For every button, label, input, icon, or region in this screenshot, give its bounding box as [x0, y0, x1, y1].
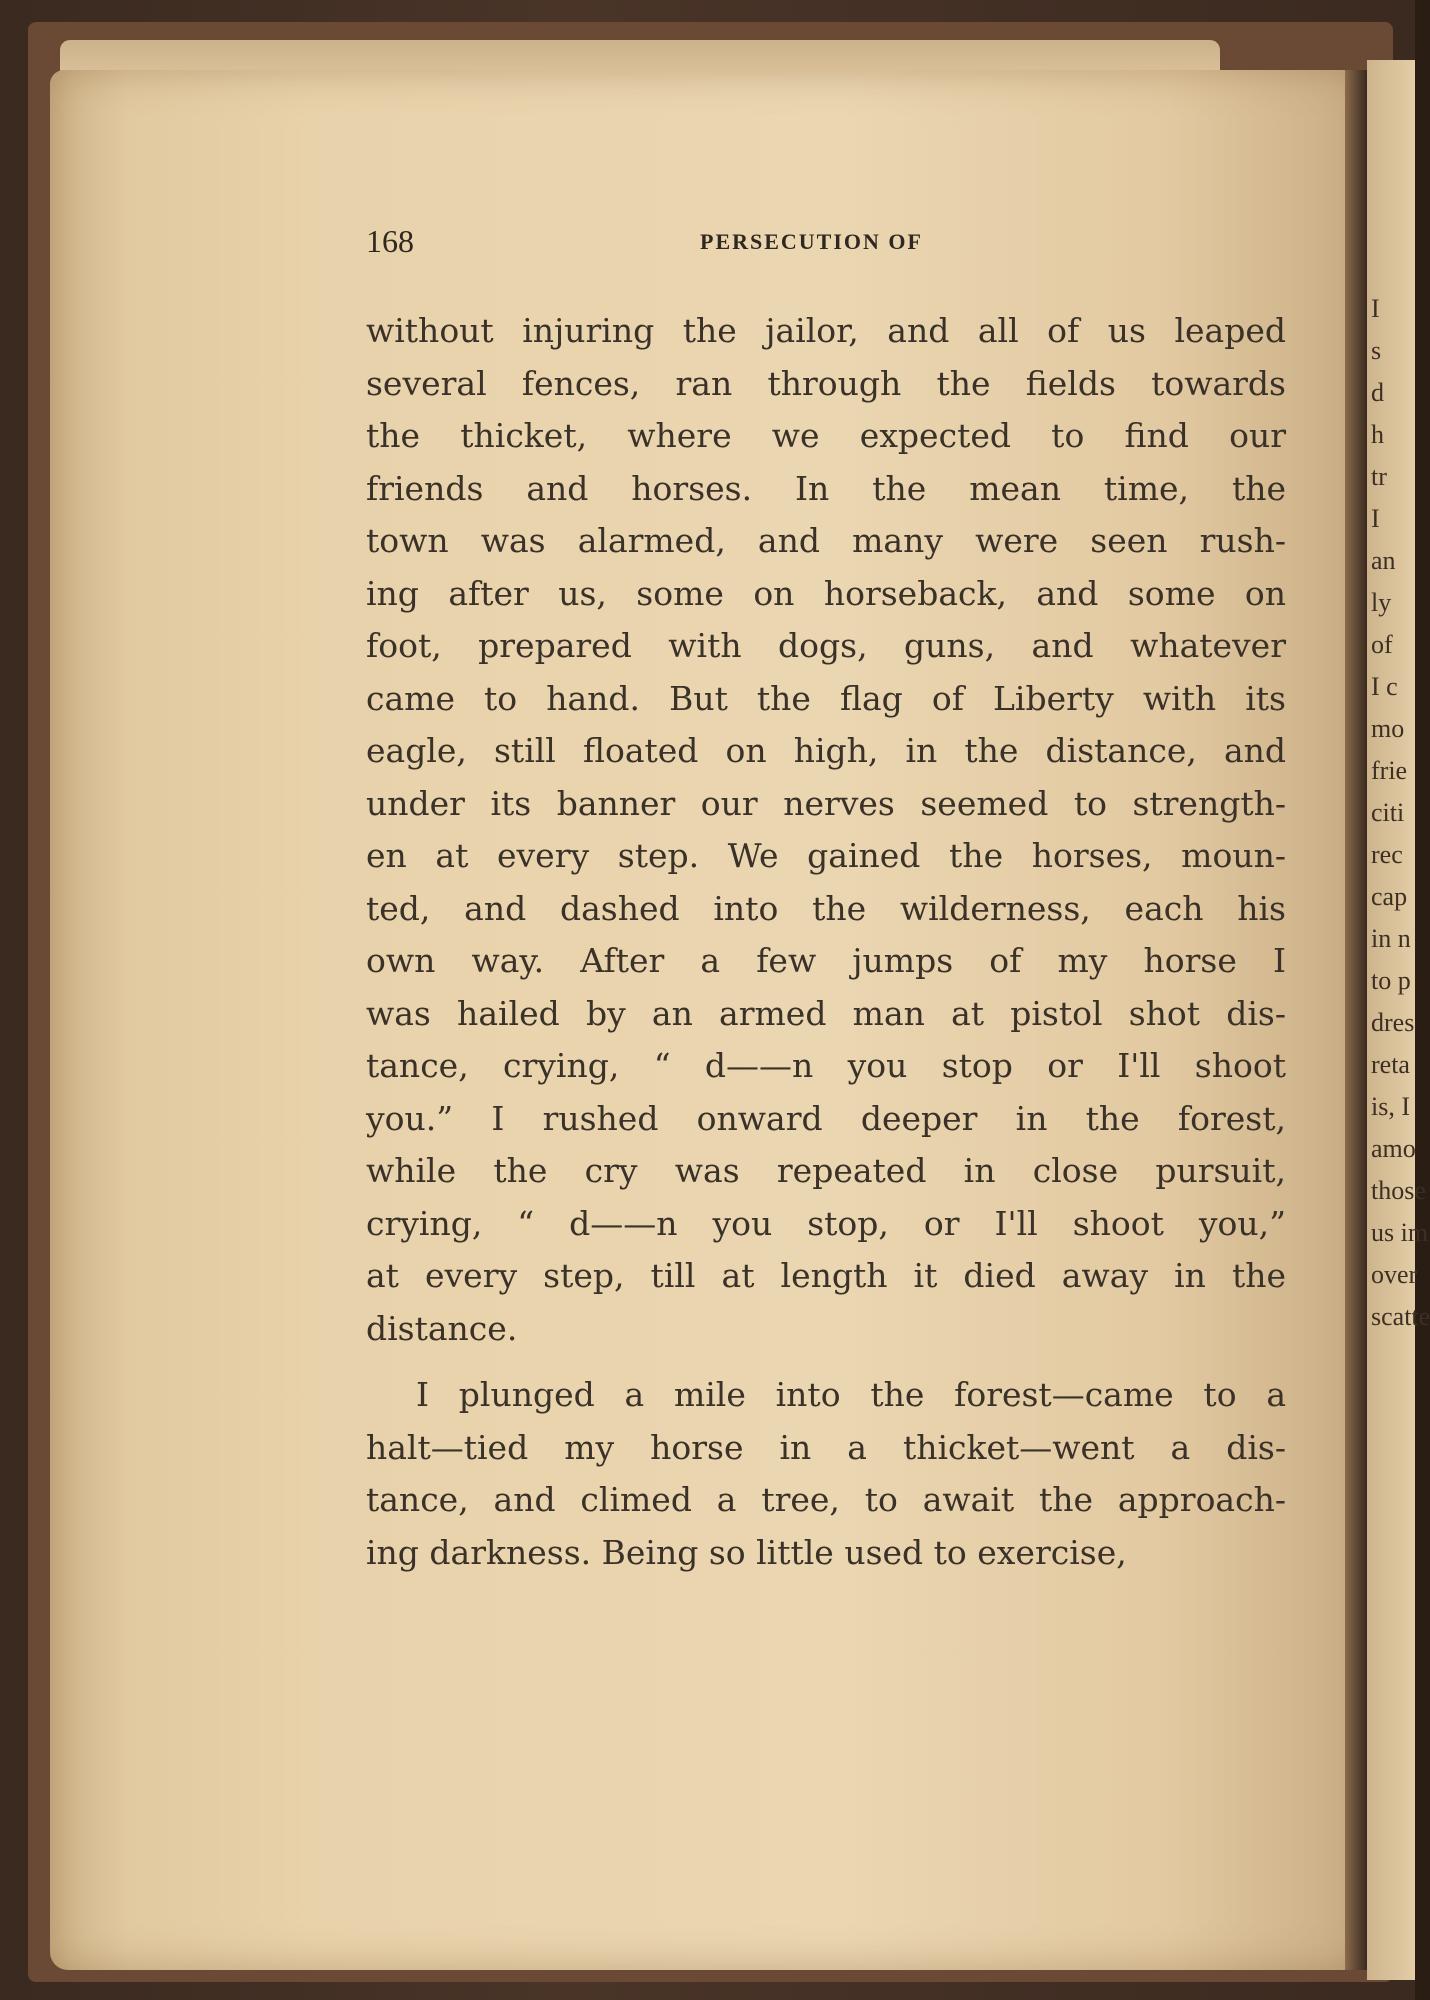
- paragraph: [366, 305, 1286, 1355]
- facing-page-text: dres: [1371, 1008, 1415, 1037]
- paragraph: [366, 1369, 1286, 1579]
- text-line: tance, and climed a tree, to await the approach-: [366, 1480, 1286, 1519]
- running-head: PERSECUTION OF: [700, 229, 923, 254]
- text-line: without injuring the jailor, and all of us leaped: [366, 311, 1286, 350]
- facing-page-text: d: [1371, 378, 1384, 407]
- book-gutter: [1345, 70, 1367, 1970]
- facing-page-text: to p: [1371, 966, 1411, 995]
- text-line: at every step, till at length it died away in the: [366, 1256, 1286, 1295]
- facing-page-text: s: [1371, 336, 1382, 365]
- facing-page-text: in n: [1371, 924, 1411, 953]
- facing-page-text: of: [1371, 630, 1393, 659]
- page-number: 168: [366, 223, 414, 259]
- facing-page-text: cap: [1371, 882, 1408, 911]
- text-line: while the cry was repeated in close pursuit,: [366, 1151, 1286, 1190]
- text-line: town was alarmed, and many were seen rush-: [366, 521, 1286, 560]
- text-line: crying, “ d——n you stop, or I'll shoot you,”: [366, 1203, 1286, 1243]
- facing-page-text: over: [1371, 1260, 1418, 1289]
- text-line: ing darkness. Being so little used to exercise,: [366, 1532, 1127, 1572]
- text-line: tance, crying, “ d——n you stop or I'll shoot: [366, 1046, 1286, 1085]
- text-line: I plunged a mile into the forest—came to a: [416, 1375, 1286, 1414]
- text-line: under its banner our nerves seemed to strength-: [366, 783, 1286, 823]
- facing-page-text: I: [1371, 294, 1380, 323]
- facing-page-text: scatte: [1371, 1302, 1430, 1331]
- text-line: foot, prepared with dogs, guns, and whatever: [366, 626, 1286, 665]
- text-line: several fences, ran through the fields towards: [366, 363, 1286, 403]
- text-line: you.” I rushed onward deeper in the forest,: [366, 1098, 1286, 1138]
- body-text: [366, 305, 1286, 1579]
- text-line: ted, and dashed into the wilderness, each his: [366, 888, 1286, 928]
- facing-page-text: h: [1371, 420, 1384, 449]
- facing-page-text: reta: [1371, 1050, 1410, 1079]
- text-line: en at every step. We gained the horses, moun-: [366, 836, 1286, 875]
- text-line: ing after us, some on horseback, and some on: [366, 573, 1286, 613]
- text-line: distance.: [366, 1308, 518, 1348]
- text-line: friends and horses. In the mean time, the: [366, 468, 1286, 508]
- facing-page-text: is, I: [1371, 1092, 1410, 1121]
- text-line: eagle, still floated on high, in the distance, and: [366, 731, 1286, 770]
- facing-page-text: I c: [1371, 672, 1398, 701]
- facing-page-text: those: [1371, 1176, 1426, 1205]
- facing-page-text: an: [1371, 546, 1396, 575]
- text-line: own way. After a few jumps of my horse I: [366, 941, 1286, 980]
- text-line: was hailed by an armed man at pistol shot dis-: [366, 993, 1286, 1033]
- facing-page-text: I: [1371, 504, 1380, 533]
- page-header: [366, 223, 1286, 263]
- facing-page-fragment: [1367, 60, 1430, 1980]
- facing-page-text: us im: [1371, 1218, 1429, 1247]
- facing-page-text: tr: [1371, 462, 1387, 491]
- text-line: came to hand. But the flag of Liberty with its: [366, 678, 1286, 718]
- facing-page-text: frie: [1371, 756, 1408, 785]
- facing-page-text: rec: [1371, 840, 1403, 869]
- facing-page-text: amo: [1371, 1134, 1416, 1163]
- text-line: the thicket, where we expected to find our: [366, 416, 1286, 455]
- facing-page-text: mo: [1371, 714, 1405, 743]
- facing-page-text: citi: [1371, 798, 1405, 827]
- text-line: halt—tied my horse in a thicket—went a dis-: [366, 1427, 1286, 1467]
- facing-page-text: ly: [1371, 588, 1392, 617]
